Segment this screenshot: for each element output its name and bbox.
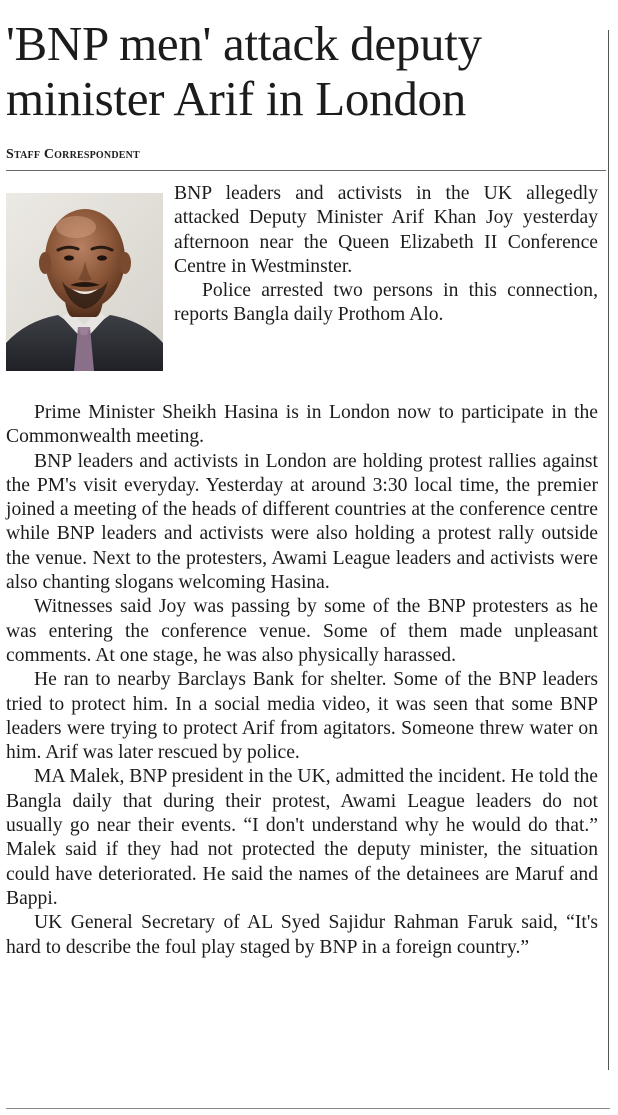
- byline-rule: [6, 170, 606, 171]
- lead-text-column: [174, 182, 598, 328]
- bottom-rule: [6, 1108, 610, 1109]
- body-paragraph-2: BNP leaders and activists in London are holding protest rallies against the PM's visit everyday. Yesterday at around 3:30 local time, the premier joined a meeting of the heads of different countries at the conference centre while BNP leaders and activists were also holding a protest rally outside the venue. Next to the protesters, Awami League leaders and activists were also chanting slogans welcoming Hasina.: [6, 450, 598, 594]
- body-paragraph-4: He ran to nearby Barclays Bank for shelter. Some of the BNP leaders tried to protect him. In a social media video, it was seen that some BNP leaders were trying to protect Arif from agitators. Someone threw water on him. Arif was later rescued by police.: [6, 669, 598, 764]
- body-paragraph-5: MA Malek, BNP president in the UK, admitted the incident. He told the Bangla daily that during their protest, Awami League leaders do not usually go near their events. “I don't understand why he would do that.” Malek said if they had not protected the deputy minister, the situation could have deteriorated. He said the names of the detainees are Maruf and Bappi.: [6, 766, 598, 909]
- headline: 'BNP men' attack deputy minister Arif in London: [6, 16, 482, 126]
- portrait-image: [6, 193, 163, 371]
- body-paragraph-6: UK General Secretary of AL Syed Sajidur Rahman Faruk said, “It's hard to describe the foul play staged by BNP in a foreign country.”: [6, 912, 598, 958]
- column-divider: [608, 30, 609, 1070]
- lead-paragraph-2: Police arrested two persons in this connection, reports Bangla daily Prothom Alo.: [174, 280, 598, 326]
- byline: Staff Correspondent: [6, 147, 140, 162]
- portrait-photo: [6, 193, 163, 371]
- body-text: [6, 401, 598, 960]
- body-paragraph-3: Witnesses said Joy was passing by some of the BNP protesters as he was entering the conference venue. Some of them made unpleasant comments. At one stage, he was also physically harassed.: [6, 596, 598, 666]
- body-paragraph-1: Prime Minister Sheikh Hasina is in London now to participate in the Commonwealth meeting.: [6, 402, 598, 448]
- lead-paragraph-1: BNP leaders and activists in the UK allegedly attacked Deputy Minister Arif Khan Joy yesterday afternoon near the Queen Elizabeth II Conference Centre in Westminster.: [174, 183, 598, 277]
